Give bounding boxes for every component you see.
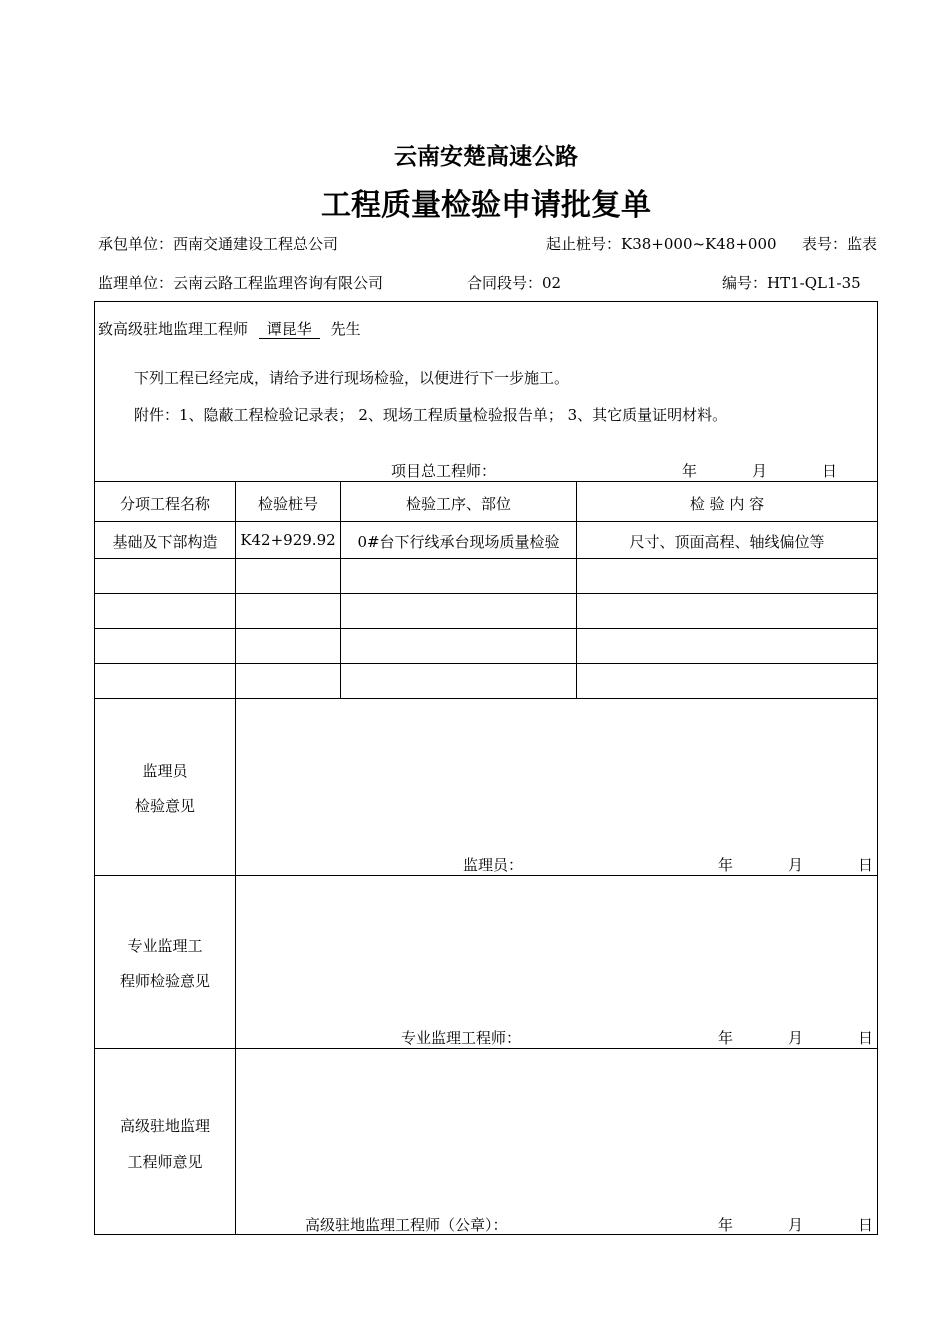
opinion-day: 日: [858, 1216, 874, 1234]
chief-engineer-sign-label: 项目总工程师：: [391, 462, 497, 480]
table-cell: 尺寸、顶面高程、轴线偏位等: [629, 533, 825, 551]
divider: [94, 593, 878, 594]
column-header-procedure: 检验工序、部位: [405, 495, 511, 513]
divider: [94, 558, 878, 559]
divider: [94, 481, 878, 482]
opinion-label-line2: 检验意见: [134, 797, 195, 815]
column-header-content: 检 验 内 容: [689, 495, 765, 513]
opinion-sign-label: 专业监理工程师：: [401, 1029, 522, 1047]
request-addressee: [98, 318, 361, 339]
addressee-prefix: 致高级驻地监理工程师: [98, 320, 249, 338]
opinion-label-line1: 监理员: [142, 762, 188, 780]
page-subtitle: 云南安楚高速公路: [394, 143, 578, 170]
opinion-label-line2: 工程师意见: [127, 1153, 203, 1171]
contractor-field: 承包单位：西南交通建设工程总公司: [98, 235, 339, 253]
contract-section-field: 合同段号：02: [467, 274, 562, 292]
opinion-month: 月: [788, 1216, 804, 1234]
divider: [94, 1048, 878, 1049]
request-attachments: 附件：1、隐蔽工程检验记录表； 2、现场工程质量检验报告单； 3、其它质量证明材料。: [134, 406, 728, 424]
divider: [94, 698, 878, 699]
request-month: 月: [752, 462, 768, 480]
request-year: 年: [682, 462, 698, 480]
request-body: 下列工程已经完成，请给予进行现场检验，以便进行下一步施工。: [134, 369, 570, 387]
opinion-sign-label: 高级驻地监理工程师（公章）：: [305, 1216, 508, 1234]
opinion-day: 日: [858, 856, 874, 874]
column-header-item-name: 分项工程名称: [119, 495, 210, 513]
station-range-field: 起止桩号：K38+000~K48+000: [546, 235, 777, 253]
divider: [94, 521, 878, 522]
opinion-label-line1: 高级驻地监理: [119, 1117, 210, 1135]
divider: [94, 663, 878, 664]
supervisor-unit-field: 监理单位：云南云路工程监理咨询有限公司: [98, 274, 384, 292]
request-day: 日: [822, 462, 838, 480]
opinion-sign-label: 监理员：: [463, 856, 524, 874]
opinion-day: 日: [858, 1029, 874, 1047]
opinion-year: 年: [718, 1029, 734, 1047]
opinion-label-line2: 程师检验意见: [119, 972, 210, 990]
divider: [94, 875, 878, 876]
opinion-year: 年: [718, 856, 734, 874]
column-divider: [235, 481, 236, 1234]
opinion-month: 月: [788, 856, 804, 874]
column-header-station: 检验桩号: [257, 495, 318, 513]
addressee-suffix: 先生: [330, 320, 361, 338]
form-number-field: 表号：监表: [802, 235, 878, 253]
opinion-label-line1: 专业监理工: [127, 937, 203, 955]
table-cell: 0#台下行线承台现场质量检验: [357, 533, 560, 551]
divider: [94, 628, 878, 629]
addressee-name: 谭昆华: [259, 320, 320, 339]
opinion-year: 年: [718, 1216, 734, 1234]
table-cell: 基础及下部构造: [112, 533, 218, 551]
page-title: 工程质量检验申请批复单: [321, 188, 651, 223]
table-cell: K42+929.92: [240, 531, 336, 549]
opinion-month: 月: [788, 1029, 804, 1047]
serial-number-field: 编号：HT1-QL1-35: [722, 274, 861, 292]
